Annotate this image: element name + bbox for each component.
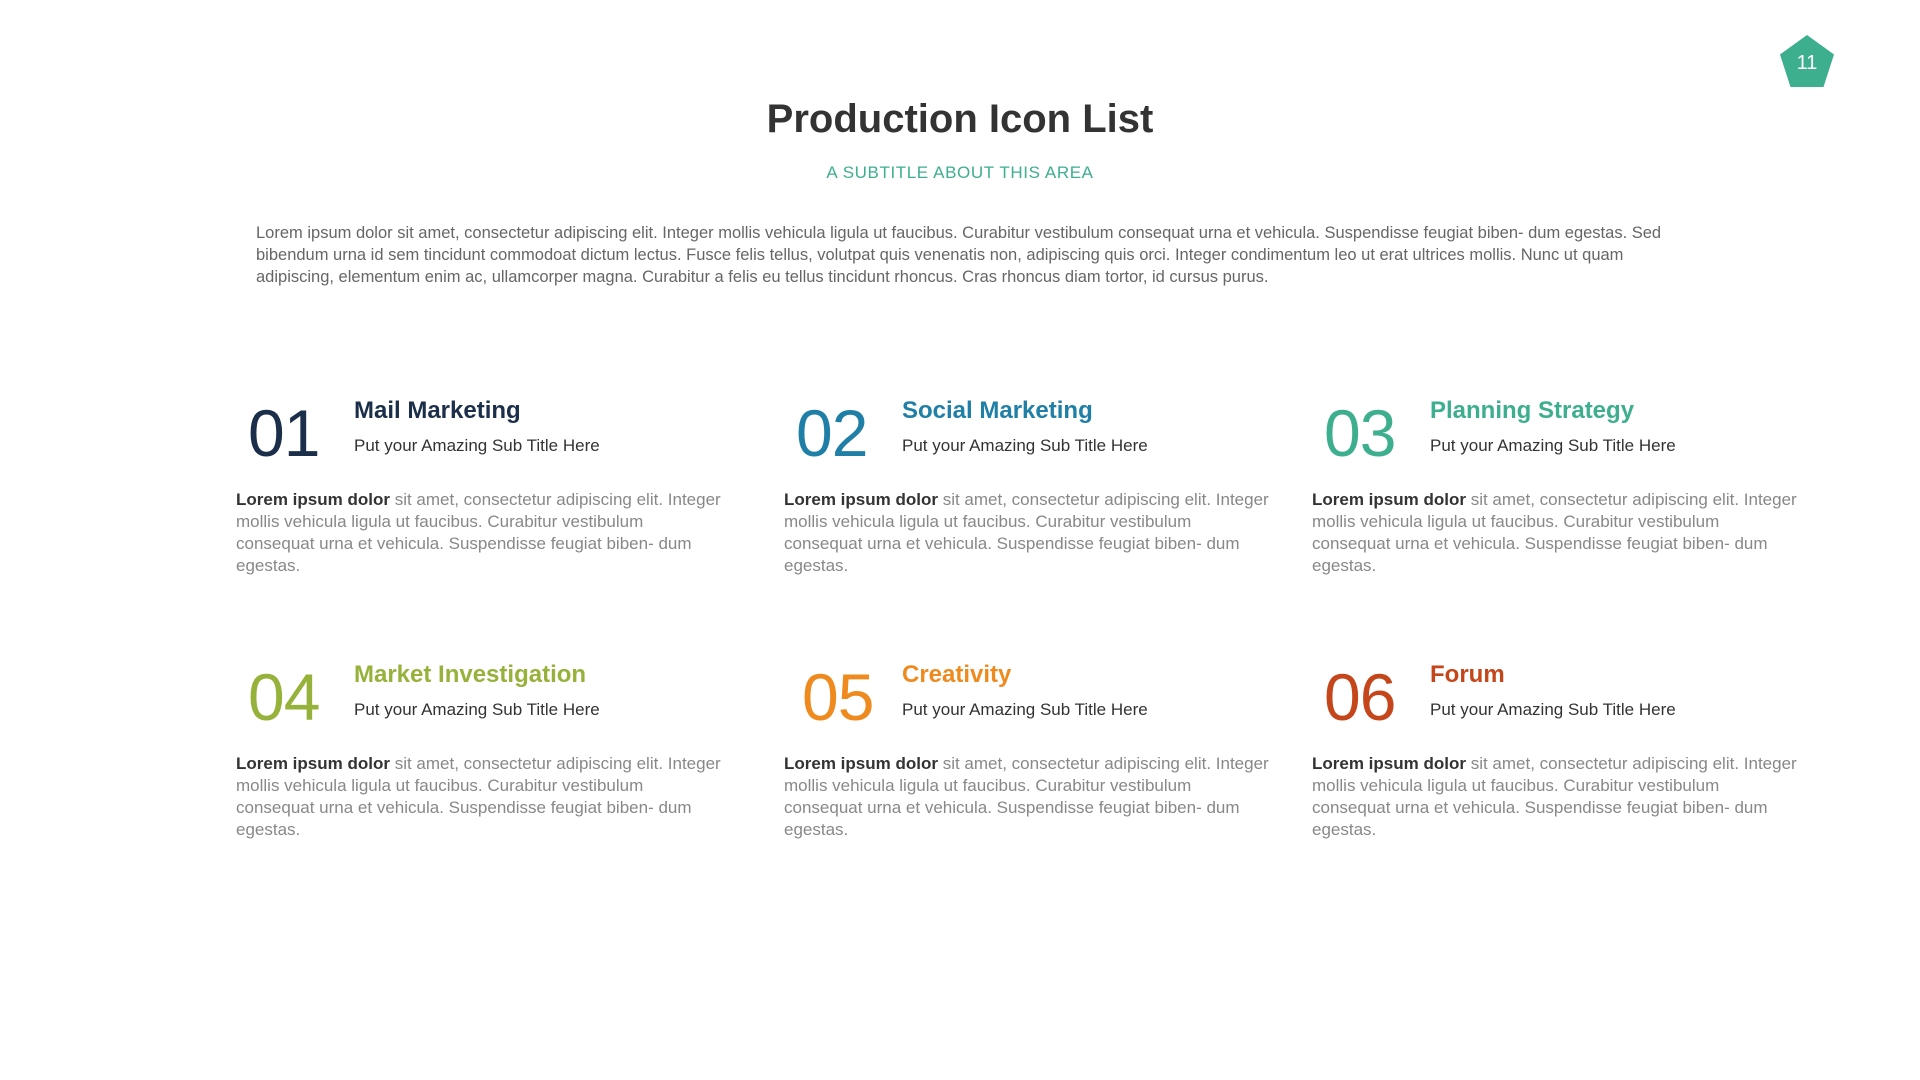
- item-subtitle: Put your Amazing Sub Title Here: [354, 436, 600, 455]
- item-body-lead: Lorem ipsum dolor: [1312, 490, 1466, 509]
- item-body-text: sit amet, consectetur adipiscing elit. Integer mollis vehicula ligula ut faucibus. Curabitur vestibulum consequat urna et vehicula. Suspendisse feugiat biben- dum egestas.: [784, 754, 1269, 839]
- item-title: Market Investigation: [354, 661, 587, 688]
- item-body-lead: Lorem ipsum dolor: [784, 754, 938, 773]
- item-number: 02: [796, 396, 868, 470]
- item-body-lead: Lorem ipsum dolor: [784, 490, 938, 509]
- item-title: Social Marketing: [902, 397, 1093, 424]
- item-body: [1312, 489, 1802, 577]
- item-body: [784, 489, 1274, 577]
- item-body-text: sit amet, consectetur adipiscing elit. Integer mollis vehicula ligula ut faucibus. Curabitur vestibulum consequat urna et vehicula. Suspendisse feugiat biben- dum egestas.: [1312, 490, 1797, 575]
- item-subtitle: Put your Amazing Sub Title Here: [1430, 436, 1676, 455]
- item-title: Creativity: [902, 661, 1012, 688]
- item-body: [1312, 753, 1802, 841]
- page-number-badge: [1780, 35, 1834, 87]
- page-subtitle: A SUBTITLE ABOUT THIS AREA: [826, 163, 1094, 182]
- item-subtitle: Put your Amazing Sub Title Here: [902, 436, 1148, 455]
- item-number: 04: [248, 660, 320, 734]
- item-subtitle: Put your Amazing Sub Title Here: [354, 700, 600, 719]
- item-body-text: sit amet, consectetur adipiscing elit. Integer mollis vehicula ligula ut faucibus. Curabitur vestibulum consequat urna et vehicula. Suspendisse feugiat biben- dum egestas.: [1312, 754, 1797, 839]
- item-title: Planning Strategy: [1430, 397, 1635, 424]
- item-number: 01: [248, 396, 320, 470]
- page-number: 11: [1796, 52, 1818, 74]
- list-item-market-investigation: [236, 660, 748, 861]
- list-item-social-marketing: [784, 396, 1296, 597]
- item-number: 03: [1324, 396, 1396, 470]
- list-item-planning-strategy: [1312, 396, 1824, 597]
- item-number: 06: [1324, 660, 1396, 734]
- item-title: Mail Marketing: [354, 397, 521, 424]
- item-body-lead: Lorem ipsum dolor: [236, 490, 390, 509]
- item-body-text: sit amet, consectetur adipiscing elit. Integer mollis vehicula ligula ut faucibus. Curabitur vestibulum consequat urna et vehicula. Suspendisse feugiat biben- dum egestas.: [784, 490, 1269, 575]
- list-item-forum: [1312, 660, 1824, 861]
- item-subtitle: Put your Amazing Sub Title Here: [1430, 700, 1676, 719]
- item-body: [784, 753, 1274, 841]
- page-title: Production Icon List: [766, 97, 1154, 141]
- intro-paragraph: Lorem ipsum dolor sit amet, consectetur adipiscing elit. Integer mollis vehicula ligula ut faucibus. Curabitur vestibulum consequat urna et vehicula. Suspendisse feugiat biben- dum egestas. Sed bibendum urna id sem tincidunt commodoat dictum lectus. Fusce felis tellus, volutpat quis venenatis non, adipiscing quis orci. Integer condimentum leo ut erat ultrices mollis. Nunc ut quam adipiscing, elementum enim ac, ullamcorper magna. Curabitur a felis eu tellus tincidunt rhoncus. Cras rhoncus diam tortor, id cursus purus.: [256, 224, 1662, 286]
- list-item-mail-marketing: [236, 396, 748, 597]
- item-body: [236, 753, 726, 841]
- item-body-text: sit amet, consectetur adipiscing elit. Integer mollis vehicula ligula ut faucibus. Curabitur vestibulum consequat urna et vehicula. Suspendisse feugiat biben- dum egestas.: [236, 490, 721, 575]
- item-body-lead: Lorem ipsum dolor: [1312, 754, 1466, 773]
- item-body-text: sit amet, consectetur adipiscing elit. Integer mollis vehicula ligula ut faucibus. Curabitur vestibulum consequat urna et vehicula. Suspendisse feugiat biben- dum egestas.: [236, 754, 721, 839]
- list-item-creativity: [784, 660, 1302, 861]
- item-title: Forum: [1430, 661, 1505, 688]
- item-subtitle: Put your Amazing Sub Title Here: [902, 700, 1148, 719]
- item-body-lead: Lorem ipsum dolor: [236, 754, 390, 773]
- item-number: 05: [802, 660, 874, 734]
- item-body: [236, 489, 726, 577]
